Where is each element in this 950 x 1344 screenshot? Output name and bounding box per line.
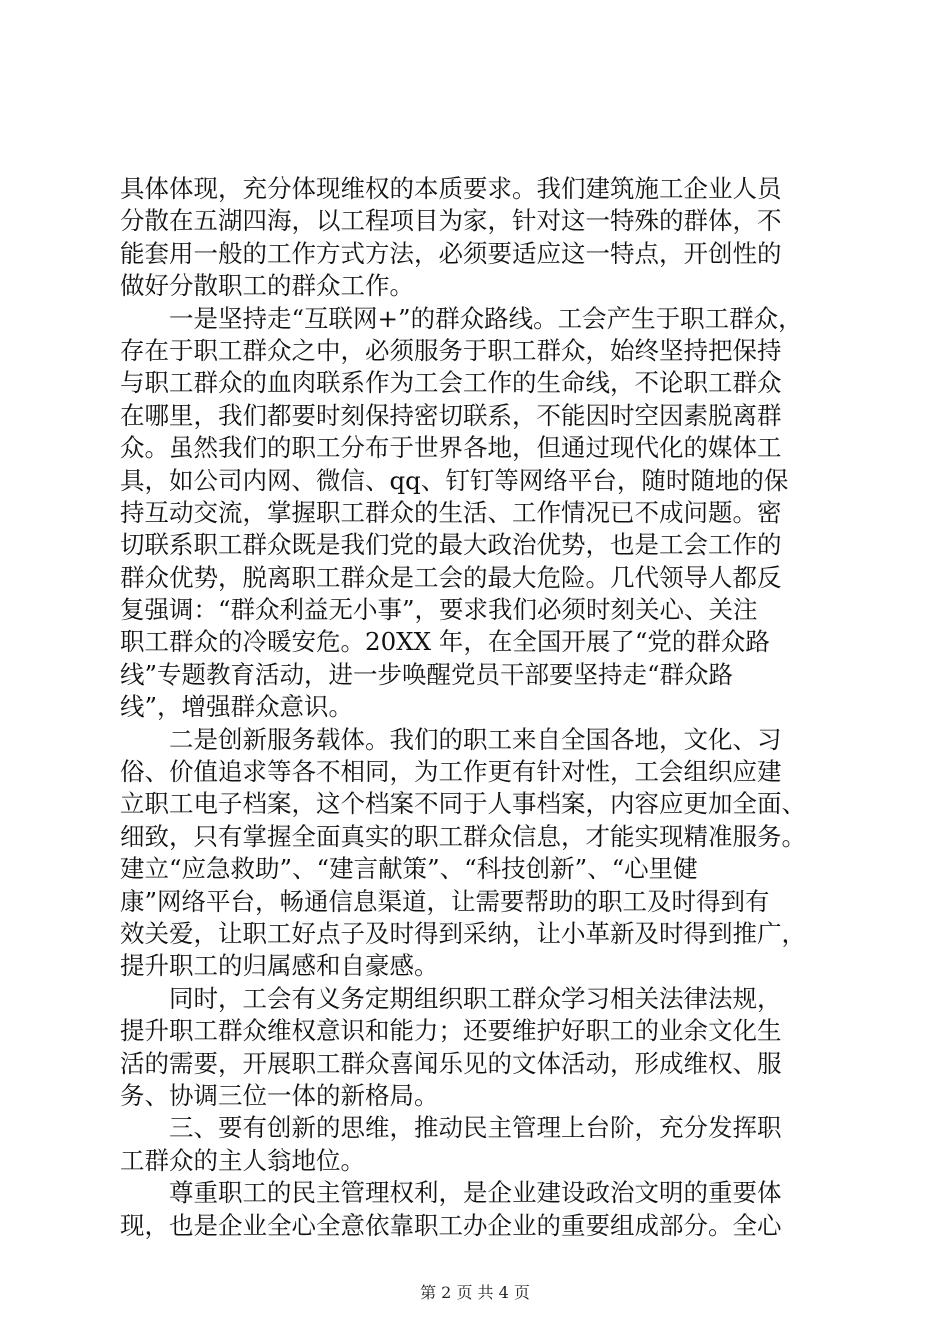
text-line: 三、要有创新的思维，推动民主管理上台阶，充分发挥职 [120,1113,782,1143]
text-line: 细致，只有掌握全面真实的职工群众信息，才能实现精准服务。 [120,821,806,851]
text-line: 具，如公司内网、微信、qq、钉钉等网络平台，随时随地的保 [120,465,789,495]
text-line: 线”，增强群众意识。 [120,692,354,722]
text-line: 线”专题教育活动，进一步唤醒党员干部要坚持走“群众路 [120,659,734,689]
text-line: 具体体现，充分体现维权的本质要求。我们建筑施工企业人员 [120,174,782,203]
text-line: 一是坚持走“互联网+”的群众路线。工会产生于职工群众， [120,303,803,333]
text-line: 提升职工群众维权意识和能力；还要维护好职工的业余文化生 [120,1016,782,1046]
text-line: 现，也是企业全心全意依靠职工办企业的重要组成部分。全心 [120,1210,782,1240]
text-line: 分散在五湖四海，以工程项目为家，针对这一特殊的群体，不 [120,206,782,236]
text-line: 俗、价值追求等各不相同，为工作更有针对性，工会组织应建 [120,757,782,787]
text-line: 效关爱，让职工好点子及时得到采纳，让小革新及时得到推广， [120,918,806,948]
text-line: 活的需要，开展职工群众喜闻乐见的文体活动，形成维权、服 [120,1048,782,1078]
text-line: 职工群众的冷暖安危。20XX 年，在全国开展了“党的群众路 [120,627,770,657]
text-line: 切联系职工群众既是我们党的最大政治优势，也是工会工作的 [120,530,782,560]
text-line: 复强调：“群众利益无小事”，要求我们必须时刻关心、关注 [120,595,758,625]
text-line: 务、协调三位一体的新格局。 [120,1080,439,1110]
text-line: 能套用一般的工作方式方法，必须要适应这一特点，开创性的 [120,238,782,268]
text-line: 持互动交流，掌握职工群众的生活、工作情况已不成问题。密 [120,497,782,527]
text-line: 存在于职工群众之中，必须服务于职工群众，始终坚持把保持 [120,335,782,365]
text-line: 康”网络平台，畅通信息渠道，让需要帮助的职工及时得到有 [120,886,770,916]
text-line: 群众优势，脱离职工群众是工会的最大危险。几代领导人都反 [120,562,782,592]
text-line: 立职工电子档案，这个档案不同于人事档案，内容应更加全面、 [120,789,806,819]
document-body [120,173,832,1242]
text-line: 提升职工的归属感和自豪感。 [120,951,439,981]
text-line: 建立“应急救助”、“建言献策”、“科技创新”、“心里健 [120,854,698,884]
text-line: 做好分散职工的群众工作。 [120,271,414,301]
text-line: 与职工群众的血肉联系作为工会工作的生命线，不论职工群众 [120,368,782,398]
page-number-footer: 第 2 页 共 4 页 [420,1283,530,1302]
text-line: 在哪里，我们都要时刻保持密切联系，不能因时空因素脱离群 [120,400,782,430]
text-line: 二是创新服务载体。我们的职工来自全国各地，文化、习 [120,724,782,754]
text-line: 众。虽然我们的职工分布于世界各地，但通过现代化的媒体工 [120,433,782,463]
text-line: 同时，工会有义务定期组织职工群众学习相关法律法规， [120,983,782,1013]
text-line: 尊重职工的民主管理权利，是企业建设政治文明的重要体 [120,1178,782,1208]
text-line: 工群众的主人翁地位。 [120,1145,365,1175]
